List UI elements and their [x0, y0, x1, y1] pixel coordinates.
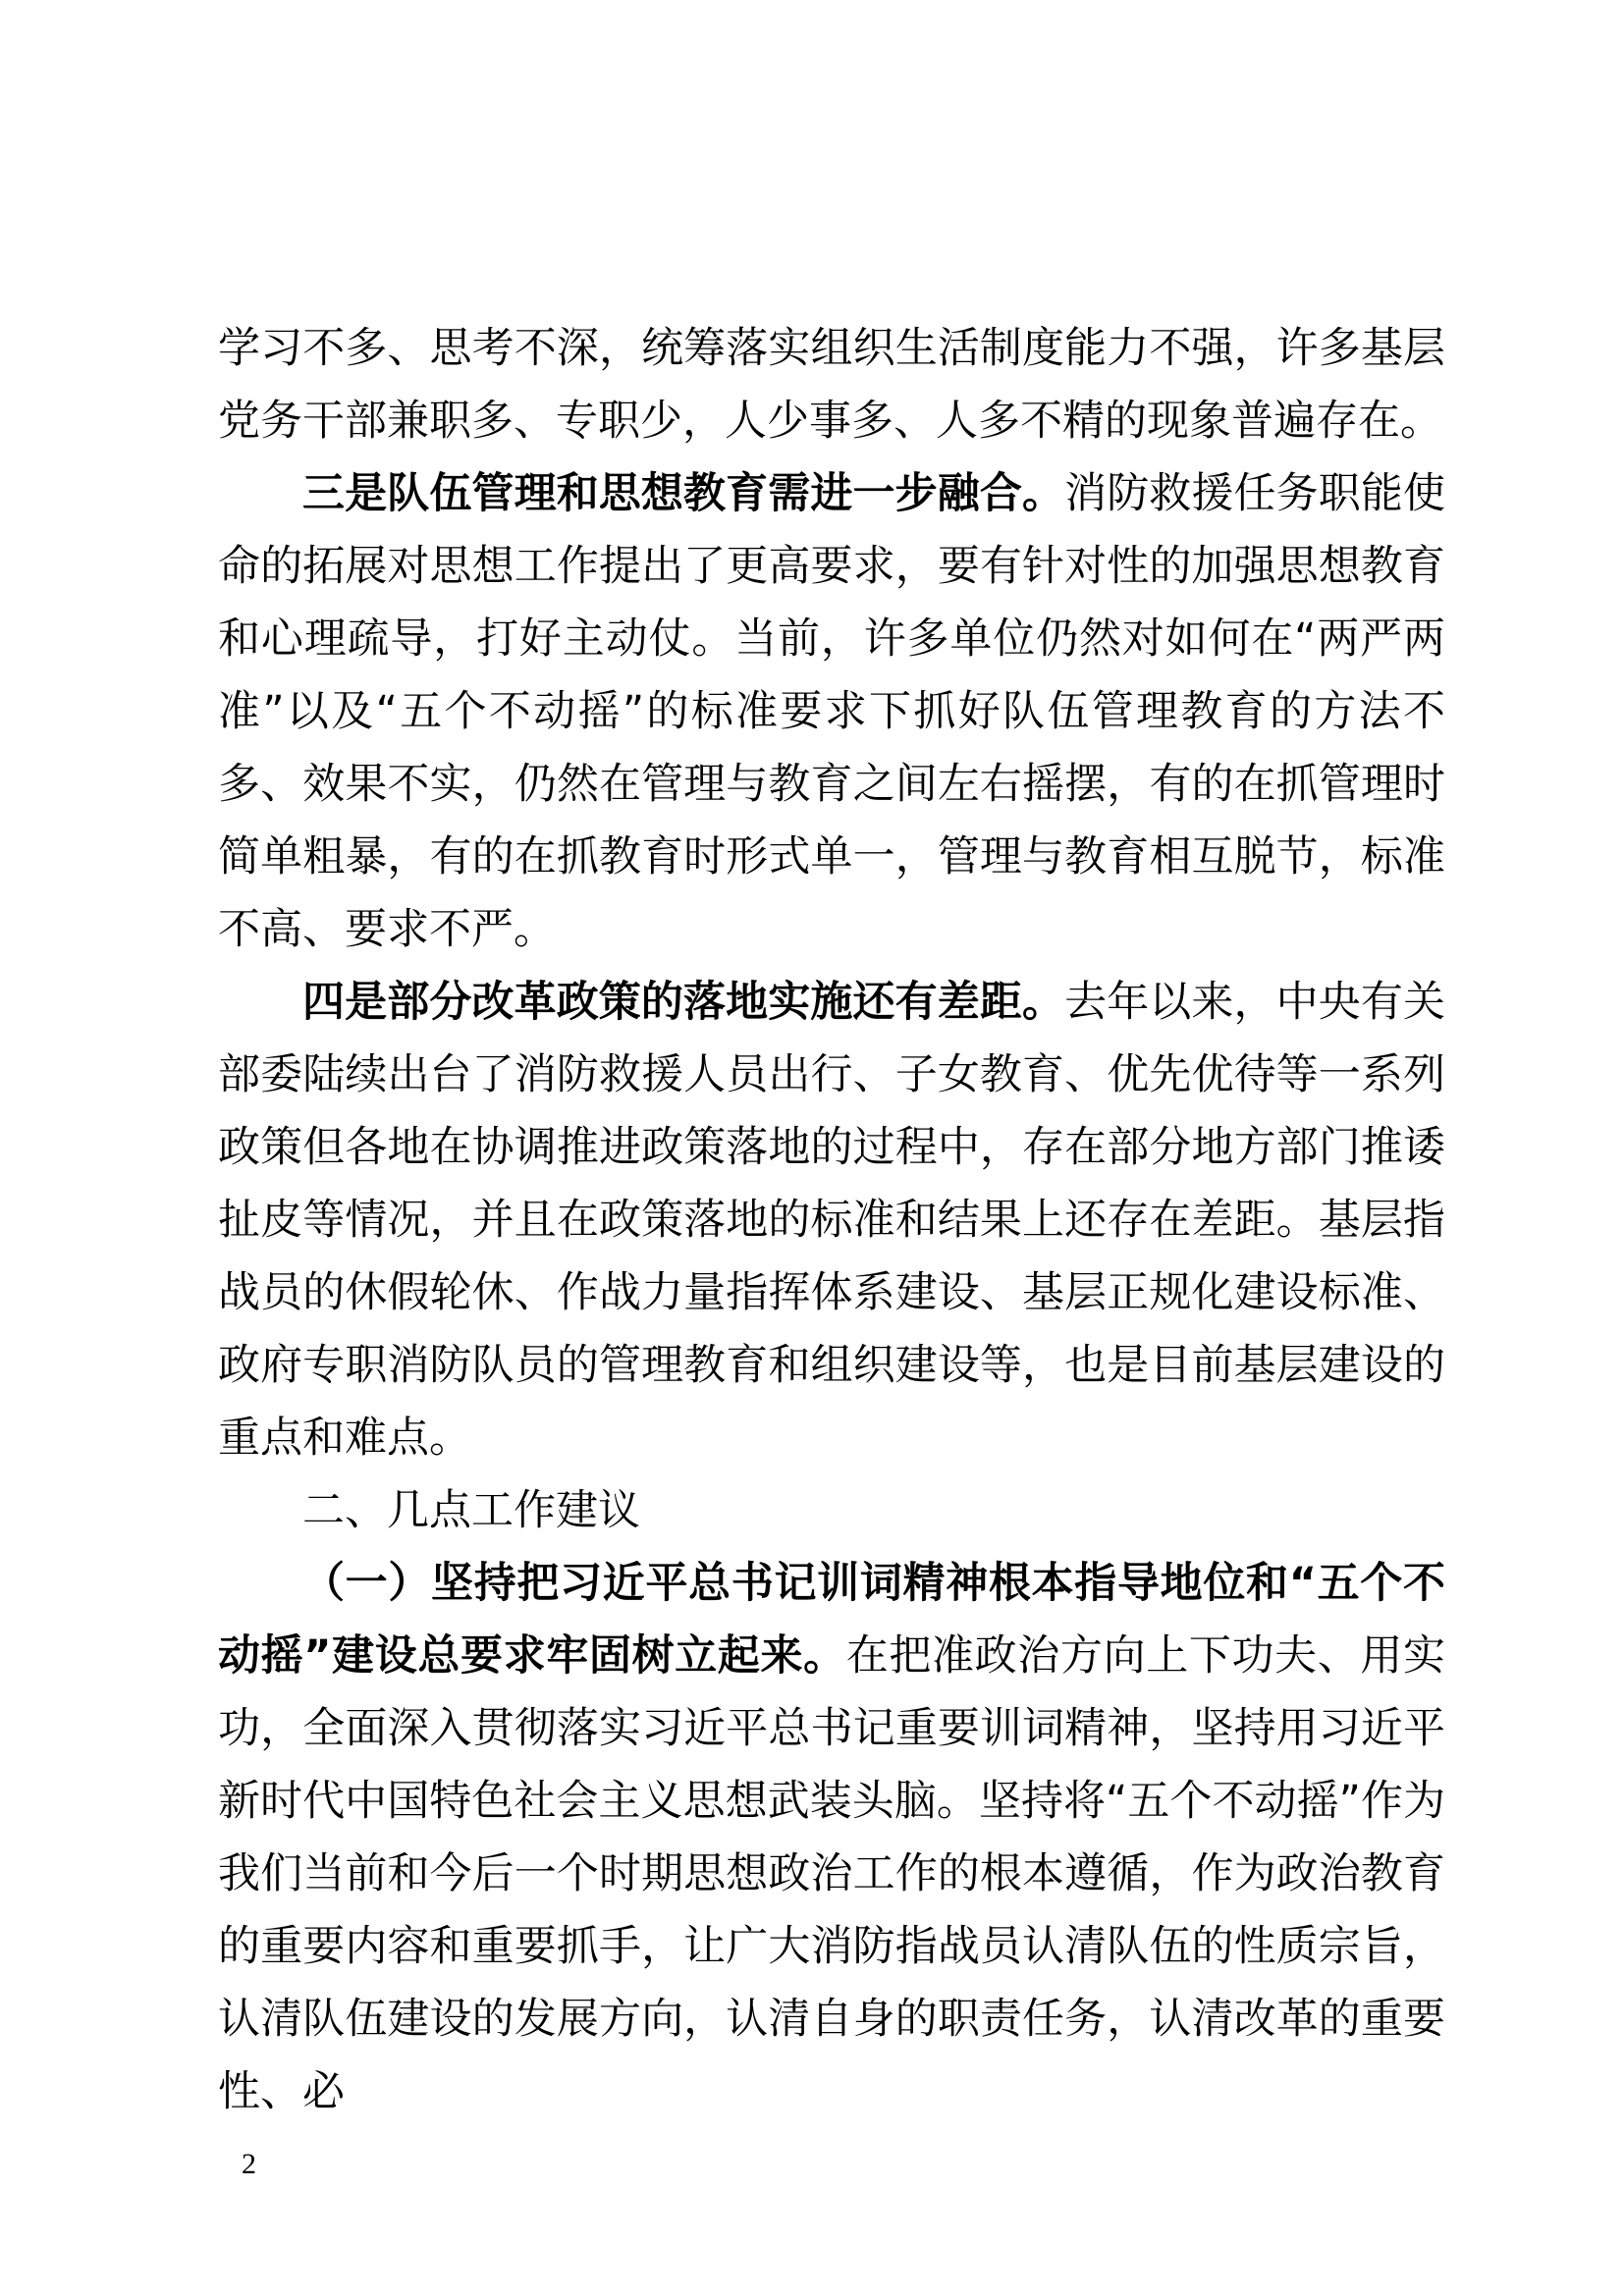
paragraph-text: 消防救援任务职能使命的拓展对思想工作提出了更高要求，要有针对性的加强思想教育和心理疏导，打好主动仗。当前，许多单位仍然对如何在“两严两准”以及“五个不动摇”的标准要求下抓好队伍管理教育的方法不多、效果不实，仍然在管理与教育之间左右摇摆，有的在抓管理时简单粗暴，有的在抓教育时形式单一，管理与教育相互脱节，标准不高、要求不严。	[218, 469, 1446, 954]
paragraph-suggestion-one	[218, 1547, 1445, 2128]
paragraph-text: 在把准政治方向上下功夫、用实功，全面深入贯彻落实习近平总书记重要训词精神，坚持用习近平新时代中国特色社会主义思想武装头脑。坚持将“五个不动摇”作为我们当前和今后一个时期思想政治工作的根本遵循，作为政治教育的重要内容和重要抓手，让广大消防指战员认清队伍的性质宗旨，认清队伍建设的发展方向，认清自身的职责任务，认清改革的重要性、必	[218, 1631, 1445, 2116]
paragraph-text: 去年以来，中央有关部委陆续出台了消防救援人员出行、子女教育、优先优待等一系列政策但各地在协调推进政策落地的过程中，存在部分地方部门推诿扯皮等情况，并且在政策落地的标准和结果上还存在差距。基层指战员的休假轮休、作战力量指挥体系建设、基层正规化建设标准、政府专职消防队员的管理教育和组织建设等，也是目前基层建设的重点和难点。	[218, 978, 1446, 1463]
paragraph-point-four	[218, 966, 1445, 1474]
paragraph-point-three	[218, 457, 1445, 966]
paragraph-lead: 三是队伍管理和思想教育需进一步融合。	[302, 469, 1065, 518]
paragraph-lead: 四是部分改革政策的落地实施还有差距。	[302, 978, 1065, 1027]
paragraph-lead: （一）坚持把习近平总书记训词精神根本指导地位和“五个不动摇”建设总要求牢固树立起来。	[218, 1559, 1445, 1681]
document-body	[218, 312, 1445, 2128]
paragraph-continuation	[218, 312, 1445, 457]
paragraph-text: 学习不多、思考不深，统筹落实组织生活制度能力不强，许多基层党务干部兼职多、专职少，人少事多、人多不精的现象普遍存在。	[218, 324, 1445, 446]
page-number: 2	[242, 2148, 256, 2180]
section-heading: 二、几点工作建议	[302, 1486, 640, 1535]
